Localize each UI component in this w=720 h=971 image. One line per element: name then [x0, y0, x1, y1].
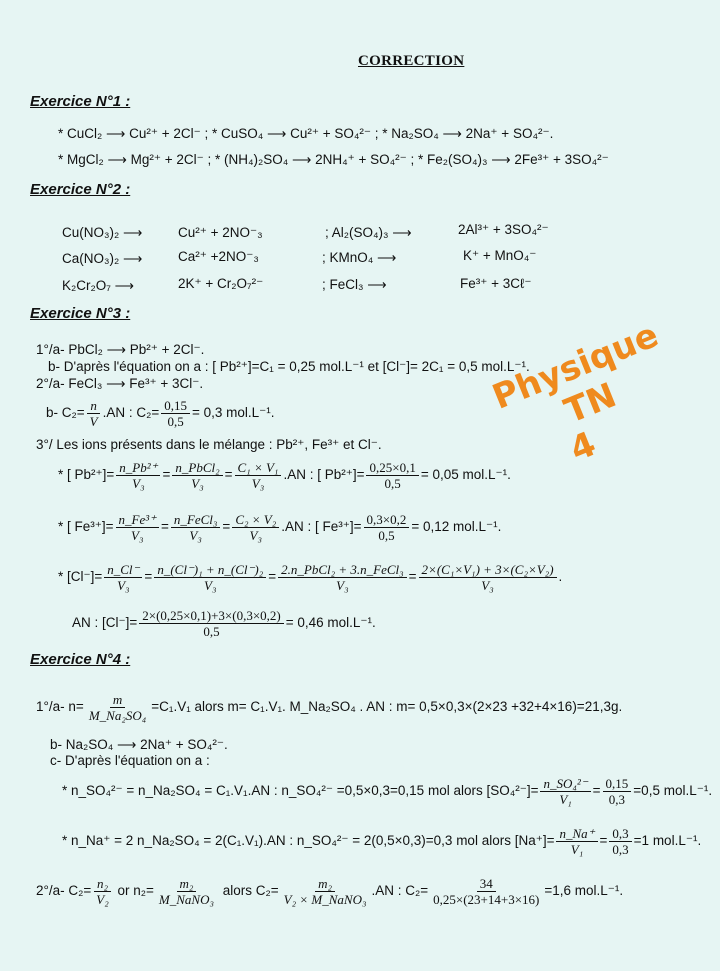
- exercise2-row1-products: Cu²⁺ + 2NO⁻₃: [178, 225, 263, 240]
- exercise2-row1-right: ; Al₂(SO₄)₃ ⟶: [325, 225, 412, 240]
- exercise2-row2-right-products: K⁺ + MnO₄⁻: [463, 248, 537, 263]
- exercise2-heading: Exercice N°2 :: [30, 181, 131, 198]
- exercise2-row1-left: Cu(NO₃)₂ ⟶: [62, 225, 143, 240]
- exercise4-line5: * n_Na⁺ = 2 n_Na₂SO₄ = 2(C₁.V₁).AN : n_SO₄²⁻ = 2(0,5×0,3)=0,3 mol alors [Na⁺]= $\frac{n\_Na^+}{\text{V₁}}$ = $\frac{0,3}{0,3}$ =1 mol.L⁻¹.: [62, 826, 702, 857]
- exercise3-line3: 2°/a- FeCl₃ ⟶ Fe³⁺ + 3Cl⁻.: [36, 376, 204, 391]
- exercise4-line2: b- Na₂SO₄ ⟶ 2Na⁺ + SO₄²⁻.: [50, 737, 228, 752]
- exercise3-line2: b- D'après l'équation on a : [ Pb²⁺]=C₁ = 0,25 mol.L⁻¹ et [Cl⁻]= 2C₁ = 0,5 mol.L⁻¹.: [48, 359, 530, 374]
- page-title: CORRECTION: [358, 53, 465, 69]
- exercise4-line1: 1°/a- n= $\frac{m}{\text{M\_Na₂SO₄}}$ =C₁.V₁ alors m= C₁.V₁. M_Na₂SO₄ . AN : m= 0,5×0,3×(2×23 +32+4×16)=21,3g.: [36, 692, 623, 723]
- exercise3-an-line: AN : [Cl⁻]= $\frac{2\times(0,25\times 0,1)+3\times(0,3\times 0,2)}{0,5}$ = 0,46 mol.L⁻¹.: [72, 608, 376, 639]
- exercise2-row3-left: K₂Cr₂O₇ ⟶: [62, 278, 134, 293]
- exercise3-heading: Exercice N°3 :: [30, 305, 131, 322]
- watermark-line2: 4: [564, 424, 602, 470]
- exercise3-pb-line: * [ Pb²⁺]= $\frac{\text{n\_Pb²⁺}}{\text{V₃}}$ = $\frac{\text{n\_PbCl₂}}{\text{V₃}}$ = $\frac{\text{C₁ × V₁}}{\text{V₃}}$ .AN : [ Pb²⁺]= $\frac{0,25\times 0,1}{0,5}$ = 0,05 mol.L⁻¹.: [58, 460, 511, 491]
- exercise4-line4: * n_SO₄²⁻ = n_Na₂SO₄ = C₁.V₁.AN : n_SO₄²⁻ =0,5×0,3=0,15 mol alors [SO₄²⁻]= $\frac{\text{n\_SO₄²⁻}}{\text{V₁}}$ = $\frac{0,15}{0,3}$ =0,5 mol.L⁻¹.: [62, 776, 713, 807]
- exercise4-heading: Exercice N°4 :: [30, 651, 131, 668]
- exercise2-row3-right-products: Fe³⁺ + 3Cℓ⁻: [460, 276, 532, 291]
- exercise4-line6: 2°/a- C₂= $\frac{\text{n₂}}{\text{V₂}}$ or n₂= $\frac{\text{m₂}}{\text{M\_NaNO₃}}$ alors C₂= $\frac{\text{m₂}}{\text{V₂ × M\_NaNO₃}}$ .AN : C₂= $\frac{34}{0,25\times(23+14+3\times 16)}$ =1,6 mol.L⁻¹.: [36, 876, 624, 907]
- exercise2-row3-right: ; FeCl₃ ⟶: [322, 277, 387, 292]
- fraction: $\frac{n}{V}$: [87, 398, 101, 429]
- exercise2-row2-right: ; KMnO₄ ⟶: [322, 250, 397, 265]
- exercise3-fe-line: * [ Fe³⁺]= $\frac{\text{n\_Fe³⁺}}{\text{V₃}}$ = $\frac{\text{n\_FeCl₃}}{\text{V₃}}$ = $\frac{\text{C₂ × V₂}}{\text{V₃}}$ .AN : [ Fe³⁺]= $\frac{0,3\times 0,2}{0,5}$ = 0,12 mol.L⁻¹.: [58, 512, 502, 543]
- exercise2-row2-products: Ca²⁺ +2NO⁻₃: [178, 249, 259, 264]
- fraction: $\frac{0,15}{0,5}$: [161, 398, 190, 429]
- exercise2-row1-right-products: 2Al³⁺ + 3SO₄²⁻: [458, 222, 549, 237]
- exercise1-line2: * MgCl₂ ⟶ Mg²⁺ + 2Cl⁻ ; * (NH₄)₂SO₄ ⟶ 2NH₄⁺ + SO₄²⁻ ; * Fe₂(SO₄)₃ ⟶ 2Fe³⁺ + 3SO₄²⁻: [58, 152, 609, 167]
- exercise3-line4: b- C₂= $\frac{n}{V}$ .AN : C₂= $\frac{0,15}{0,5}$ = 0,3 mol.L⁻¹.: [46, 398, 275, 429]
- watermark-line1: Physique TN: [486, 315, 665, 432]
- exercise3-line1: 1°/a- PbCl₂ ⟶ Pb²⁺ + 2Cl⁻.: [36, 342, 205, 357]
- exercise2-row3-products: 2K⁺ + Cr₂O₇²⁻: [178, 276, 264, 291]
- exercise3-line5: 3°/ Les ions présents dans le mélange : Pb²⁺, Fe³⁺ et Cl⁻.: [36, 437, 382, 452]
- exercise1-line1: * CuCl₂ ⟶ Cu²⁺ + 2Cl⁻ ; * CuSO₄ ⟶ Cu²⁺ + SO₄²⁻ ; * Na₂SO₄ ⟶ 2Na⁺ + SO₄²⁻.: [58, 126, 554, 141]
- exercise2-row2-left: Ca(NO₃)₂ ⟶: [62, 251, 143, 266]
- exercise3-cl-line: * [Cl⁻]= $\frac{n\_Cl^-}{\text{V₃}}$ = $\frac{\text{n\_(Cl⁻)₁ + n\_(Cl⁻)₂}}{\text{V₃}}$ = $\frac{\text{2.n\_PbCl₂ + 3.n\_FeCl₃}}{\text{V₃}}$ = $\frac{\text{2×(C₁×V₁) + 3×(C₂×V₂)}}{\text{V₃}}$ .: [58, 562, 563, 593]
- exercise4-line3: c- D'après l'équation on a :: [50, 753, 210, 768]
- exercise1-heading: Exercice N°1 :: [30, 93, 131, 110]
